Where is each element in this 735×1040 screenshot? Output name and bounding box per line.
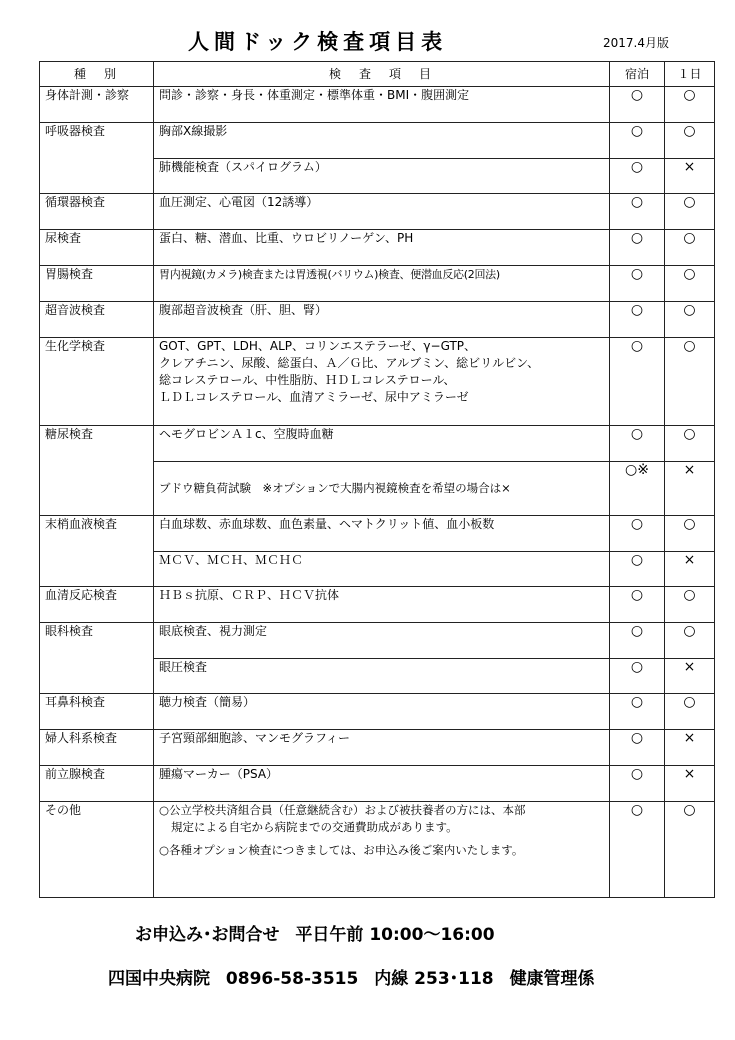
row-overnight-mark: ○	[610, 587, 665, 623]
row-oneday-mark: ○	[665, 266, 715, 302]
contact-label: お申込み･お問合せ	[135, 925, 280, 945]
row-oneday-mark: ○	[665, 302, 715, 338]
items-line: クレアチニン、尿酸、総蛋白、Ａ／Ｇ比、アルブミン、総ビリルビン、	[159, 356, 540, 370]
row-category: 尿検査	[40, 230, 154, 266]
table-row	[40, 766, 715, 802]
row-oneday-mark: ○	[665, 87, 715, 123]
table-row	[40, 730, 715, 766]
note-line: 規定による自宅から病院までの交通費助成があります。	[171, 820, 458, 834]
row-overnight-mark: ○	[610, 516, 665, 552]
row-overnight-mark: ○	[610, 766, 665, 802]
extension-number: 内線 253･118	[374, 969, 494, 989]
row-category: その他	[40, 802, 154, 898]
page-title: 人間ドック検査項目表	[188, 30, 448, 54]
row-overnight-mark: ○	[610, 426, 665, 462]
row-items: 子宮頸部細胞診、マンモグラフィー	[154, 730, 610, 766]
row-items: ＨＢｓ抗原、ＣＲＰ、ＨＣＶ抗体	[154, 587, 610, 623]
row-overnight-mark: ○	[610, 730, 665, 766]
row-items: 腫瘍マーカー（PSA）	[154, 766, 610, 802]
row-items: 血圧測定、心電図（12誘導）	[154, 194, 610, 230]
items-line: GOT、GPT、LDH、ALP、コリンエステラーゼ、γ−GTP、	[159, 339, 477, 353]
row-category: 生化学検査	[40, 338, 154, 426]
row-items: 肺機能検査（スパイログラム）	[154, 159, 610, 194]
table-row	[40, 516, 715, 552]
items-line: ＬＤＬコレステロール、血清アミラーゼ、尿中アミラーゼ	[159, 390, 469, 404]
row-oneday-mark: ○	[665, 426, 715, 462]
row-items: ブドウ糖負荷試験 ※オプションで大腸内視鏡検査を希望の場合は×	[154, 462, 610, 516]
table-row	[40, 587, 715, 623]
row-overnight-mark: ○	[610, 802, 665, 898]
row-oneday-mark: ○	[665, 694, 715, 730]
row-items-multiline	[154, 802, 610, 898]
row-oneday-mark: ×	[665, 659, 715, 694]
row-oneday-mark: ×	[665, 766, 715, 802]
contact-hours: 平日午前 10:00〜16:00	[295, 925, 495, 945]
exam-items-table	[39, 61, 715, 898]
row-items: 聴力検査（簡易）	[154, 694, 610, 730]
table-row	[40, 266, 715, 302]
row-oneday-mark: ×	[665, 552, 715, 587]
row-oneday-mark: ×	[665, 462, 715, 516]
hospital-name: 四国中央病院	[108, 969, 210, 989]
row-category: 血清反応検査	[40, 587, 154, 623]
table-row	[40, 230, 715, 266]
table-row	[40, 194, 715, 230]
contact-hours-line	[135, 920, 505, 945]
row-overnight-mark: ○	[610, 623, 665, 659]
note-line: ○公立学校共済組合員（任意継続含む）および被扶養者の方には、本部	[159, 803, 526, 817]
table-row	[40, 426, 715, 462]
row-oneday-mark: ○	[665, 802, 715, 898]
row-items: ＭＣＶ、ＭＣＨ、ＭＣＨＣ	[154, 552, 610, 587]
row-overnight-mark: ○	[610, 338, 665, 426]
version-label: 2017.4月版	[603, 36, 669, 50]
row-items-multiline	[154, 338, 610, 426]
row-overnight-mark: ○	[610, 266, 665, 302]
row-overnight-mark: ○	[610, 694, 665, 730]
row-category: 循環器検査	[40, 194, 154, 230]
header-items: 検 査 項 目	[154, 62, 610, 87]
row-oneday-mark: ○	[665, 123, 715, 159]
row-category: 眼科検査	[40, 623, 154, 694]
header-oneday: １日	[665, 62, 715, 87]
row-oneday-mark: ○	[665, 194, 715, 230]
table-header-row	[40, 62, 715, 87]
row-items: 眼底検査、視力測定	[154, 623, 610, 659]
table-row	[40, 87, 715, 123]
contact-phone-line	[108, 964, 605, 989]
row-overnight-mark: ○	[610, 659, 665, 694]
department-name: 健康管理係	[509, 969, 595, 989]
header-category: 種 別	[40, 62, 154, 87]
row-overnight-mark: ○	[610, 302, 665, 338]
table-row	[40, 623, 715, 659]
row-category: 耳鼻科検査	[40, 694, 154, 730]
row-oneday-mark: ○	[665, 587, 715, 623]
note-line: ○各種オプション検査につきましては、お申込み後ご案内いたします。	[159, 843, 524, 857]
row-category: 前立腺検査	[40, 766, 154, 802]
row-category: 呼吸器検査	[40, 123, 154, 194]
row-overnight-mark: ○	[610, 159, 665, 194]
row-oneday-mark: ○	[665, 623, 715, 659]
row-category: 胃腸検査	[40, 266, 154, 302]
row-overnight-mark: ○	[610, 230, 665, 266]
row-items: 問診・診察・身長・体重測定・標準体重・BMI・腹囲測定	[154, 87, 610, 123]
row-items: 蛋白、糖、潜血、比重、ウロビリノーゲン、PH	[154, 230, 610, 266]
row-oneday-mark: ×	[665, 730, 715, 766]
row-oneday-mark: ○	[665, 516, 715, 552]
row-overnight-mark: ○	[610, 123, 665, 159]
row-category: 身体計測・診察	[40, 87, 154, 123]
row-items: 眼圧検査	[154, 659, 610, 694]
row-overnight-mark: ○	[610, 194, 665, 230]
row-items: 腹部超音波検査（肝、胆、腎）	[154, 302, 610, 338]
table-row	[40, 123, 715, 159]
row-items: 胃内視鏡(カメラ)検査または胃透視(バリウム)検査、便潜血反応(2回法)	[154, 266, 610, 302]
header-overnight: 宿泊	[610, 62, 665, 87]
row-oneday-mark: ○	[665, 230, 715, 266]
table-row	[40, 302, 715, 338]
row-overnight-mark: ○	[610, 552, 665, 587]
row-category: 婦人科系検査	[40, 730, 154, 766]
phone-number[interactable]: 0896-58-3515	[225, 969, 359, 989]
items-line: 総コレステロール、中性脂肪、ＨＤＬコレステロール、	[159, 373, 456, 387]
row-oneday-mark: ×	[665, 159, 715, 194]
row-oneday-mark: ○	[665, 338, 715, 426]
table-row	[40, 802, 715, 898]
row-overnight-mark: ○	[610, 87, 665, 123]
row-items: 胸部X線撮影	[154, 123, 610, 159]
table-row	[40, 338, 715, 426]
row-items: 白血球数、赤血球数、血色素量、ヘマトクリット値、血小板数	[154, 516, 610, 552]
row-overnight-mark: ○※	[610, 462, 665, 516]
table-row	[40, 694, 715, 730]
row-items: ヘモグロビンＡ１c、空腹時血糖	[154, 426, 610, 462]
row-category: 末梢血液検査	[40, 516, 154, 587]
row-category: 糖尿検査	[40, 426, 154, 516]
row-category: 超音波検査	[40, 302, 154, 338]
